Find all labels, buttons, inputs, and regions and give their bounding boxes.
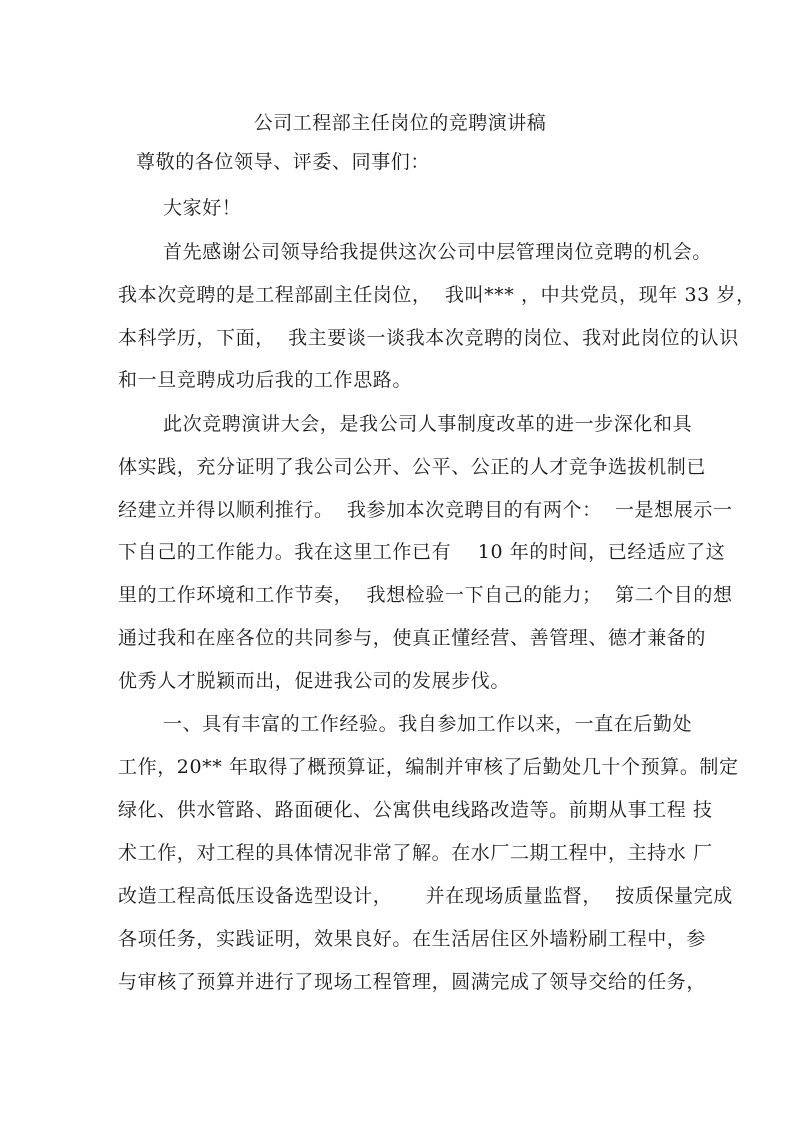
- paragraph-line: 绿化、供水管路、路面硬化、公寓供电线路改造等。前期从事工程 技: [118, 799, 713, 821]
- salutation: 尊敬的各位领导、评委、同事们：: [136, 151, 431, 173]
- paragraph-line: 各项任务，实践证明，效果良好。在生活居住区外墙粉刷工程中，参: [118, 928, 707, 950]
- paragraph-line: 术工作，对工程的具体情况非常了解。在水厂二期工程中，主持水 厂: [118, 842, 713, 864]
- paragraph-line: 工作，20** 年取得了概预算证，编制并审核了后勤处几十个预算。制定: [118, 756, 739, 778]
- paragraph-line: 通过我和在座各位的共同参与，使真正懂经营、善管理、德才兼备的: [118, 627, 707, 649]
- paragraph-line: 与审核了预算并进行了现场工程管理，圆满完成了领导交给的任务，: [118, 971, 707, 993]
- paragraph-line: 首先感谢公司领导给我提供这次公司中层管理岗位竞聘的机会。: [163, 241, 712, 263]
- paragraph-line: 里的工作环境和工作节奏， 我想检验一下自己的能力； 第二个目的想: [118, 584, 733, 606]
- paragraph-line: 一、具有丰富的工作经验。我自参加工作以来，一直在后勤处: [163, 713, 693, 735]
- paragraph-line: 体实践，充分证明了我公司公开、公平、公正的人才竞争选拔机制已: [118, 456, 707, 478]
- paragraph-line: 改造工程高低压设备选型设计， 并在现场质量监督， 按质保量完成: [118, 885, 733, 907]
- paragraph-line: 优秀人才脱颖而出，促进我公司的发展步伐。: [118, 670, 511, 692]
- paragraph-line: 本科学历，下面， 我主要谈一谈我本次竞聘的岗位、我对此岗位的认识: [118, 327, 739, 349]
- paragraph-line: 此次竞聘演讲大会，是我公司人事制度改革的进一步深化和具: [163, 413, 693, 435]
- greeting: 大家好！: [163, 197, 242, 219]
- paragraph-line: 和一旦竞聘成功后我的工作思路。: [118, 369, 413, 391]
- paragraph-line: 经建立并得以顺利推行。 我参加本次竞聘目的有两个： 一是想展示一: [118, 499, 733, 521]
- paragraph-line: 下自己的工作能力。我在这里工作已有 10 年的时间，已经适应了这: [118, 541, 726, 563]
- document-title: 公司工程部主任岗位的竞聘演讲稿: [253, 112, 547, 134]
- paragraph-line: 我本次竞聘的是工程部副主任岗位， 我叫*** ，中共党员，现年 33 岁，: [118, 284, 756, 306]
